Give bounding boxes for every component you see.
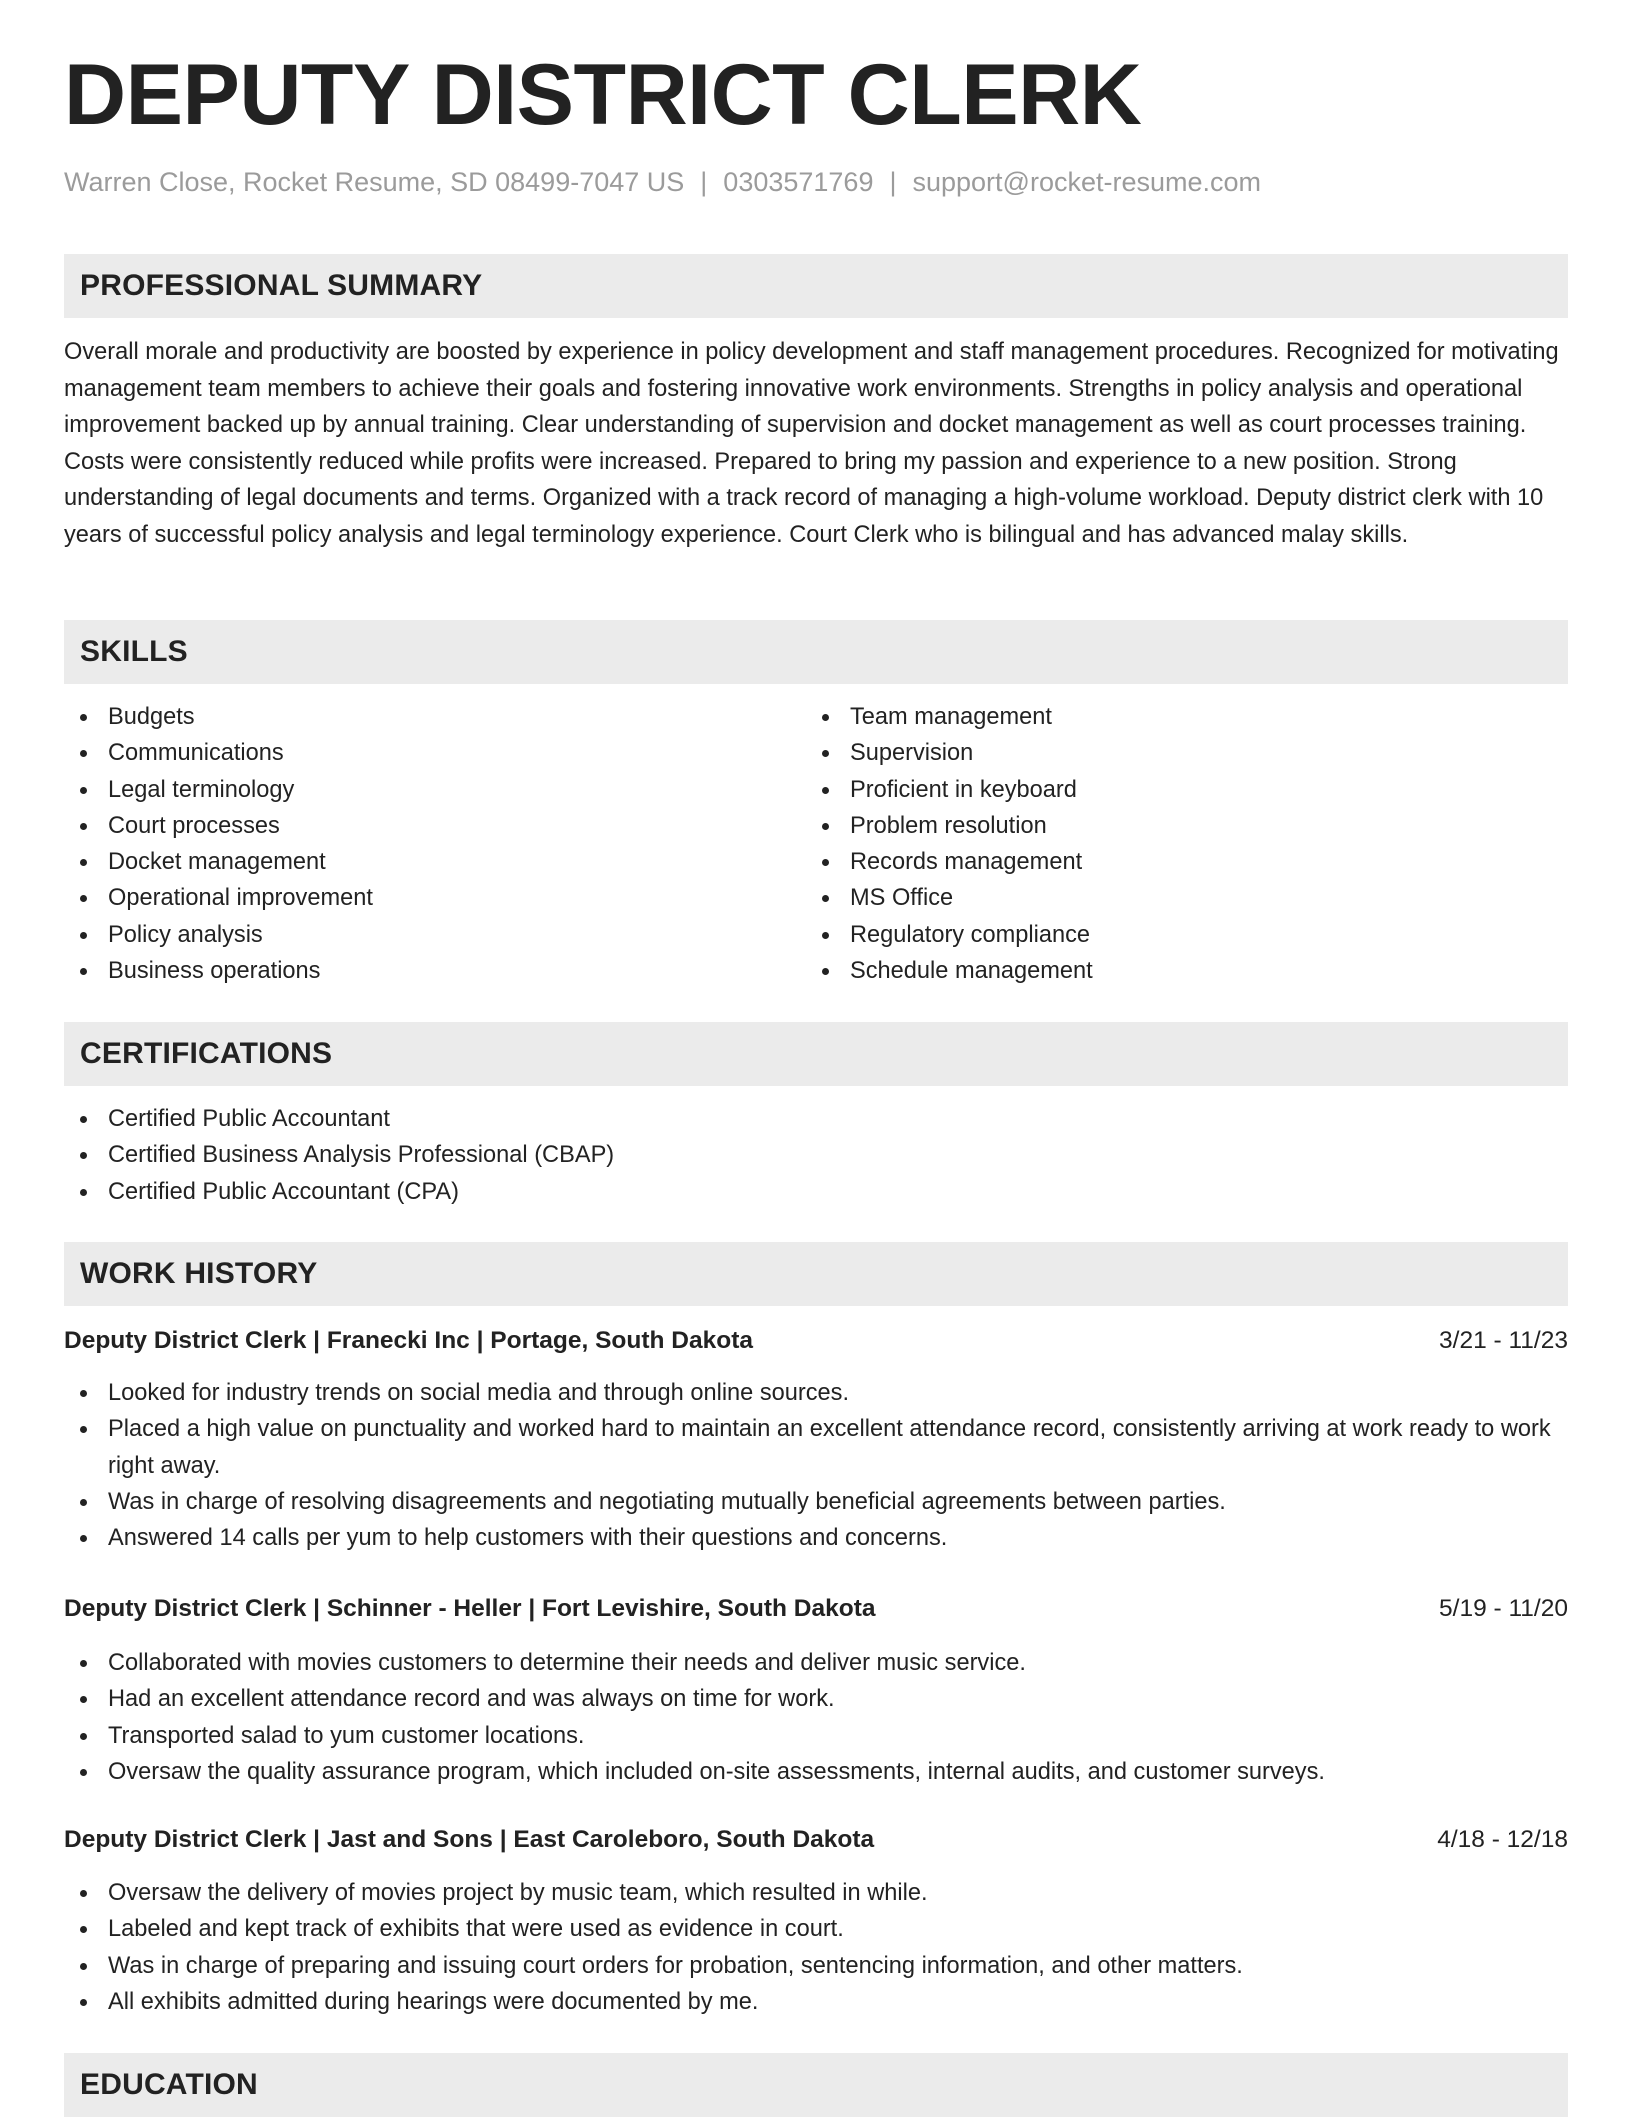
certification-item: Certified Public Accountant [64, 1101, 1568, 1137]
skill-item: Schedule management [806, 953, 1546, 989]
summary-text: Overall morale and productivity are boosted by experience in policy development and staff management procedures. Recognized for motivating management team members to achieve their goals and fostering innovative work environments. Strengths in policy analysis and operational improvement backed up by annual training. Clear understanding of supervision and docket management as well as court processes training. Costs were consistently reduced while profits were increased. Prepared to bring my passion and experience to a new position. Strong understanding of legal documents and terms. Organized with a track record of managing a high-volume workload. Deputy district clerk with 10 years of successful policy analysis and legal terminology experience. Court Clerk who is bilingual and has advanced malay skills. [64, 339, 1559, 548]
job-bullets [64, 1645, 1568, 1790]
section-title-skills: SKILLS [80, 635, 188, 668]
job-bullet: Placed a high value on punctuality and worked hard to maintain an excellent attendance record, consistently arriving at work ready to work right away. [64, 1411, 1568, 1484]
section-title-summary: PROFESSIONAL SUMMARY [80, 269, 483, 302]
contact-separator: | [889, 167, 897, 197]
job-title: Deputy District Clerk | Franecki Inc | Portage, South Dakota [64, 1327, 753, 1354]
section-title-certifications: CERTIFICATIONS [80, 1037, 333, 1070]
skill-item: Policy analysis [64, 917, 804, 953]
skill-item: Operational improvement [64, 880, 804, 916]
skill-item: Supervision [806, 735, 1546, 771]
skills-list-left [64, 699, 804, 989]
skill-item: Legal terminology [64, 772, 804, 808]
skill-item: Docket management [64, 844, 804, 880]
contact-address: Warren Close, Rocket Resume, SD 08499-7047 US [64, 167, 685, 197]
job-bullets [64, 1875, 1568, 2020]
section-header-certifications [64, 1022, 1568, 1086]
skill-item: Regulatory compliance [806, 917, 1546, 953]
skill-item: Team management [806, 699, 1546, 735]
certification-item: Certified Business Analysis Professional (CBAP) [64, 1137, 1568, 1173]
skill-item: MS Office [806, 880, 1546, 916]
section-header-skills [64, 620, 1568, 684]
page-title: DEPUTY DISTRICT CLERK [64, 47, 1142, 143]
contact-email: support@rocket-resume.com [912, 167, 1262, 197]
certification-item: Certified Public Accountant (CPA) [64, 1174, 1568, 1210]
skill-item: Communications [64, 735, 804, 771]
job-dates: 3/21 - 11/23 [1439, 1327, 1568, 1354]
job-title: Deputy District Clerk | Jast and Sons | East Caroleboro, South Dakota [64, 1826, 875, 1853]
job-bullet: Was in charge of preparing and issuing court orders for probation, sentencing information, and other matters. [64, 1948, 1568, 1984]
job-bullet: Oversaw the quality assurance program, which included on-site assessments, internal audits, and customer surveys. [64, 1754, 1568, 1790]
job-title: Deputy District Clerk | Schinner - Heller | Fort Levishire, South Dakota [64, 1595, 876, 1622]
job-bullet: All exhibits admitted during hearings were documented by me. [64, 1984, 1568, 2020]
contact-separator: | [700, 167, 708, 197]
skill-item: Proficient in keyboard [806, 772, 1546, 808]
skill-item: Records management [806, 844, 1546, 880]
skill-item: Budgets [64, 699, 804, 735]
job-bullet: Was in charge of resolving disagreements and negotiating mutually beneficial agreements between parties. [64, 1484, 1568, 1520]
job-bullet: Answered 14 calls per yum to help customers with their questions and concerns. [64, 1520, 1568, 1556]
job-bullet: Looked for industry trends on social media and through online sources. [64, 1375, 1568, 1411]
skills-list-right [806, 699, 1546, 989]
job-bullets [64, 1375, 1568, 1556]
section-header-work-history [64, 1242, 1568, 1306]
skill-item: Business operations [64, 953, 804, 989]
skill-item: Problem resolution [806, 808, 1546, 844]
section-title-work-history: WORK HISTORY [80, 1257, 318, 1290]
job-bullet: Oversaw the delivery of movies project by music team, which resulted in while. [64, 1875, 1568, 1911]
job-bullet: Labeled and kept track of exhibits that were used as evidence in court. [64, 1911, 1568, 1947]
job-bullet: Had an excellent attendance record and was always on time for work. [64, 1681, 1568, 1717]
job-header [64, 1323, 1568, 1359]
contact-phone: 0303571769 [723, 167, 874, 197]
skill-item: Court processes [64, 808, 804, 844]
contact-line [64, 166, 1261, 198]
section-header-education [64, 2053, 1568, 2117]
job-bullet: Transported salad to yum customer locations. [64, 1718, 1568, 1754]
certifications-list [64, 1101, 1568, 1210]
section-header-summary [64, 254, 1568, 318]
section-title-education: EDUCATION [80, 2068, 258, 2101]
job-bullet: Collaborated with movies customers to determine their needs and deliver music service. [64, 1645, 1568, 1681]
job-header [64, 1591, 1568, 1627]
job-header [64, 1822, 1568, 1858]
job-dates: 5/19 - 11/20 [1439, 1595, 1568, 1622]
job-dates: 4/18 - 12/18 [1437, 1826, 1568, 1853]
